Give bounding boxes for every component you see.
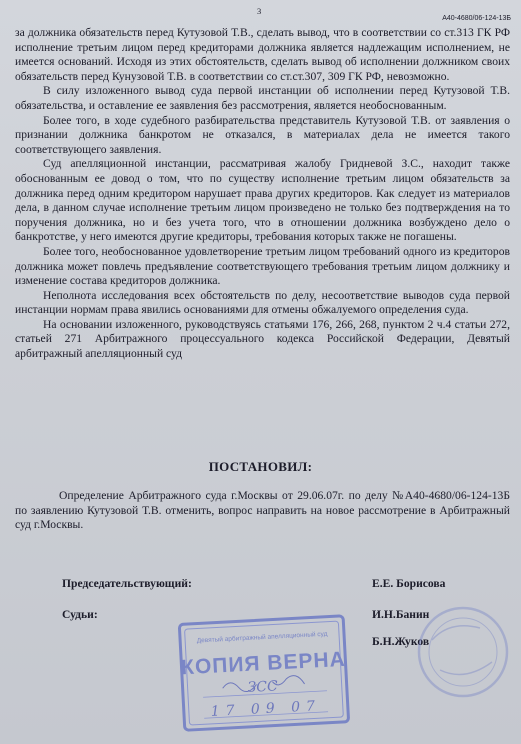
resolution-text: Определение Арбитражного суда г.Москвы от 29.06.07г. по делу №А40-4680/06-124-13Б по заявлению Кутузовой Т.В. отменить, вопрос направить на новое рассмотрение в Арбитражный суд г.Москвы.	[15, 489, 510, 532]
paragraph-1: за должника обязательств перед Кутузовой Т.В., сделать вывод, что в соответствии со ст.313 ГК РФ исполнение третьим лицом перед кредиторами должника является надлежащим исполнением, не имеется оснований. Исходя из этих обстоятельств, сделать вывод об исполнении должником своих обязательств перед Кунузовой Т.В. в соответствии со ст.ст.307, 309 ГК РФ, невозможно.	[15, 26, 510, 83]
page-number: 3	[257, 6, 262, 16]
resolution-title: ПОСТАНОВИЛ:	[208, 459, 313, 474]
judge-2-name: Б.Н.Жуков	[372, 635, 430, 648]
document-body	[15, 26, 510, 362]
case-number: А40-4680/06-124-13Б	[442, 15, 511, 22]
svg-text:КОПИЯ ВЕРНА: КОПИЯ ВЕРНА	[180, 647, 347, 680]
court-seal-stamp	[410, 600, 516, 700]
certified-copy-stamp	[176, 612, 354, 736]
paragraph-5: Более того, необоснованное удовлетворение третьим лицом требований одного из кредиторов должника может повлечь предъявление соответствующего требования третьим лицом должнику и изменение состава кредиторов должника.	[15, 244, 510, 288]
svg-text:17 09 07: 17 09 07	[210, 698, 322, 720]
judge-1-name: И.Н.Банин	[372, 608, 430, 621]
paragraph-6: Неполнота исследования всех обстоятельств по делу, несоответствие выводов суда первой инстанции нормам права явились основаниями для отмены обжалуемого определения суда.	[15, 288, 510, 317]
paragraph-4: Суд апелляционной инстанции, рассматривая жалобу Гридневой З.С., находит также обоснованным ее довод о том, что по существу исполнение третьим лицом обязательств за должника перед одним кредитором нарушает права других кредиторов. Как следует из материалов дела, в данном случае исполнение третьим лицом произведено не только без подтверждения на то поручения должника, но и без учета того, что в отношении должника возбуждено дело о банкротстве, у него имеются другие кредиторы, требования которых также не погашены.	[15, 157, 510, 244]
judges-label: Судьи:	[62, 608, 98, 621]
svg-text:ЗСС: ЗСС	[247, 678, 279, 696]
paragraph-3: Более того, в ходе судебного разбирательства представитель Кутузовой Т.В. от заявления о признании должника банкротом не отказался, в материалах дела не имеется такого соответствующего заявления.	[15, 113, 510, 156]
svg-text:Девятый арбитражный апелляцион: Девятый арбитражный апелляционный суд	[196, 630, 328, 645]
presiding-name: Е.Е. Борисова	[372, 577, 446, 590]
paragraph-2: В силу изложенного вывод суда первой инстанции об исполнении перед Кутузовой Т.В. обязательства, и оставление ее заявления без рассмотрения, является необоснованным.	[15, 84, 510, 112]
paragraph-7: На основании изложенного, руководствуясь статьями 176, 266, 268, пунктом 2 ч.4 статьи 272, статьей 271 Арбитражного процессуального кодекса Российской Федерации, Девятый арбитражный апелляционный суд	[15, 317, 510, 361]
presiding-label: Председательствующий:	[62, 577, 192, 590]
